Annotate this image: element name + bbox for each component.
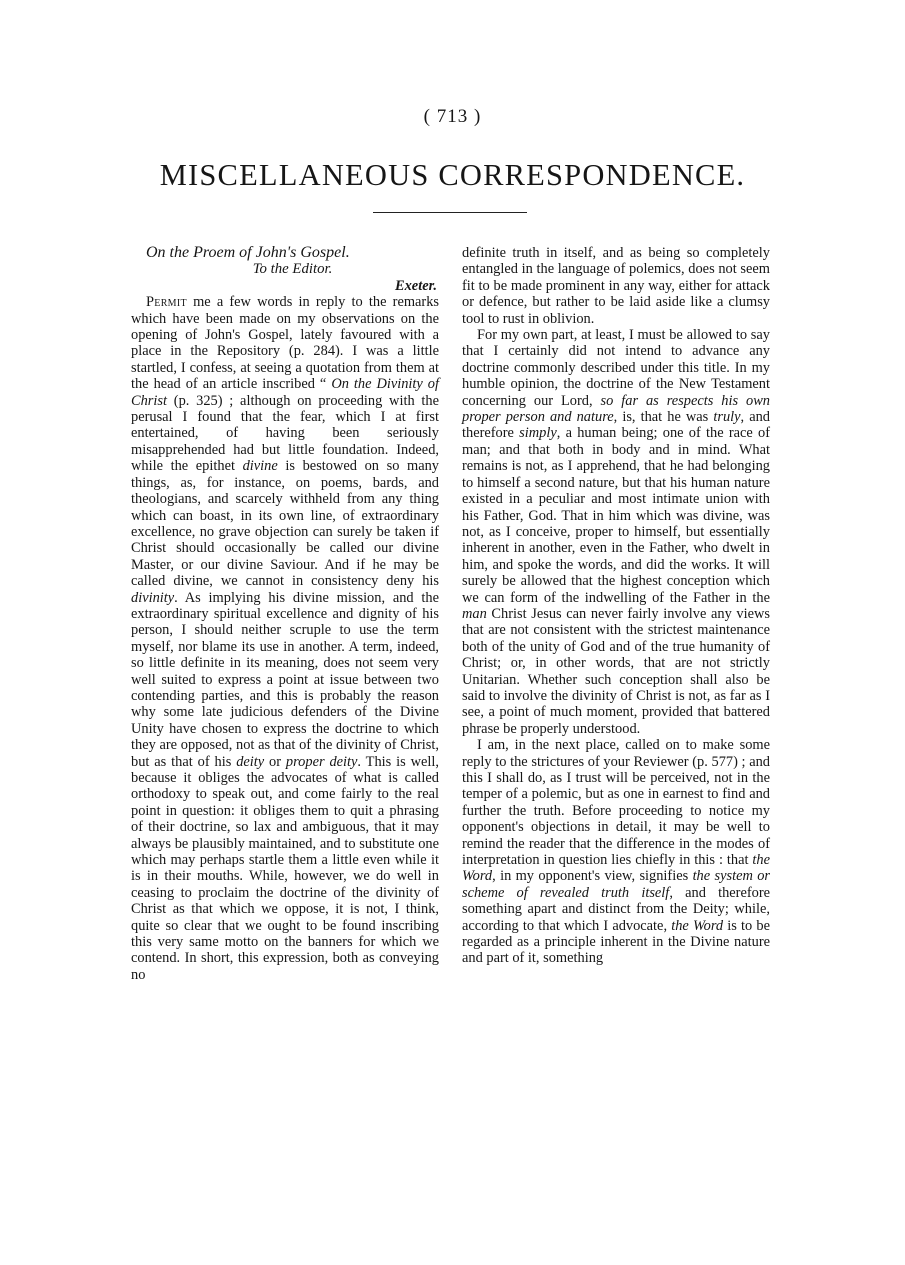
dateline-place: Exeter. — [395, 277, 437, 294]
lead-word: Permit — [146, 294, 187, 311]
paragraph: Permit me a few words in reply to the remarks which have been made on my observations on the opening of John's Gospel, lately favoured with a place in the Repository (p. 284). I was a little startled, I confess, at seeing a quotation from them at the head of an article inscribed “ On the Divinity of Christ (p. 325) ; although on proceeding with the perusal I found that the fear, which I at first entertained, of having been seriously misapprehended had but little foundation. Indeed, while the epithet divine is bestowed on so many things, as, for instance, on poems, bards, and theologians, and scarcely withheld from any thing which can boast, in its own line, of extraordinary excellence, no grave objection can surely be taken if Christ should occasionally be called our divine Master, or our divine Saviour. And if he may be called divine, we cannot in consistency deny his divinity. As implying his divine mission, and the extraordinary spiritual excellence and dignity of his person, I should neither scruple to use the term myself, nor blame its use in another. A term, indeed, so little definite in its meaning, does not seem very well suited to express a point at issue between two contending parties, and this is probably the reason why some late judicious defenders of the Divine Unity have chosen to express the doctrine to which they are opposed, not as that of the divinity of Christ, but as that of his deity or proper deity. This is well, because it obliges the advocates of what is called orthodoxy to speak out, and come fairly to the real point in question: it obliges them to quit a phrasing of their doctrine, so lax and ambiguous, that it may always be plausibly maintained, and to substitute one which may perhaps startle them a little even while it is in their mouths. While, however, we do well in ceasing to proclaim the doctrine of the divinity of Christ as that which we oppose, it is not, I think, quite so clear that we ought to be found inscribing this very same motto on the banners for which we contend. In short, this expression, both as conveying no — [131, 294, 439, 983]
page-number: ( 713 ) — [423, 106, 482, 127]
right-column — [462, 245, 770, 967]
paragraph: I am, in the next place, called on to make some reply to the strictures of your Reviewer (p. 577) ; and this I shall do, as I trust will be perceived, not in the temper of a polemic, but as one in earnest to find and further the truth. Before proceeding to notice my opponent's objections in detail, it may be well to remind the reader that the difference in the modes of interpretation in question lies chiefly in this : that the Word, in my opponent's view, signifies the system or scheme of revealed truth itself, and therefore something apart and distinct from the Deity; while, according to that which I advocate, the Word is to be regarded as a principle inherent in the Divine nature and part of it, something — [462, 737, 771, 967]
salutation: To the Editor. — [252, 261, 333, 278]
paragraph: definite truth in itself, and as being so completely entangled in the language of polemics, does not seem fit to be made prominent in any way, either for attack or defence, but rather to be laid aside like a clumsy tool to rust in oblivion. — [462, 245, 770, 327]
title-divider — [373, 212, 527, 213]
paragraph: For my own part, at least, I must be allowed to say that I certainly did not intend to advance any doctrine commonly described under this title. In my humble opinion, the doctrine of the New Testament concerning our Lord, so far as respects his own proper person and nature, is, that he was truly, and therefore simply, a human being; one of the race of man; and that both in body and in mind. What remains is not, as I apprehend, that he had belonging to himself a second nature, but that his human nature existed in a peculiar and most intimate union with his Father, God. That in him which was divine, was not, as I conceive, proper to himself, but essentially inherent in another, even in the Father, who dwelt in him, and spoke the words, and did the works. It will surely be allowed that the highest conception which we can form of the indwelling of the Father in the man Christ Jesus can never fairly involve any views that are not consistent with the strictest maintenance both of the unity of God and of the true humanity of Christ; or, in other words, that are not strictly Unitarian. Whether such conception shall also be said to involve the divinity of Christ is not, as far as I see, a point of much moment, provided that battered phrase be properly understood. — [462, 327, 771, 737]
section-title: MISCELLANEOUS CORRESPONDENCE. — [159, 158, 746, 192]
article-title: On the Proem of John's Gospel. — [146, 244, 350, 261]
left-column — [131, 245, 439, 983]
